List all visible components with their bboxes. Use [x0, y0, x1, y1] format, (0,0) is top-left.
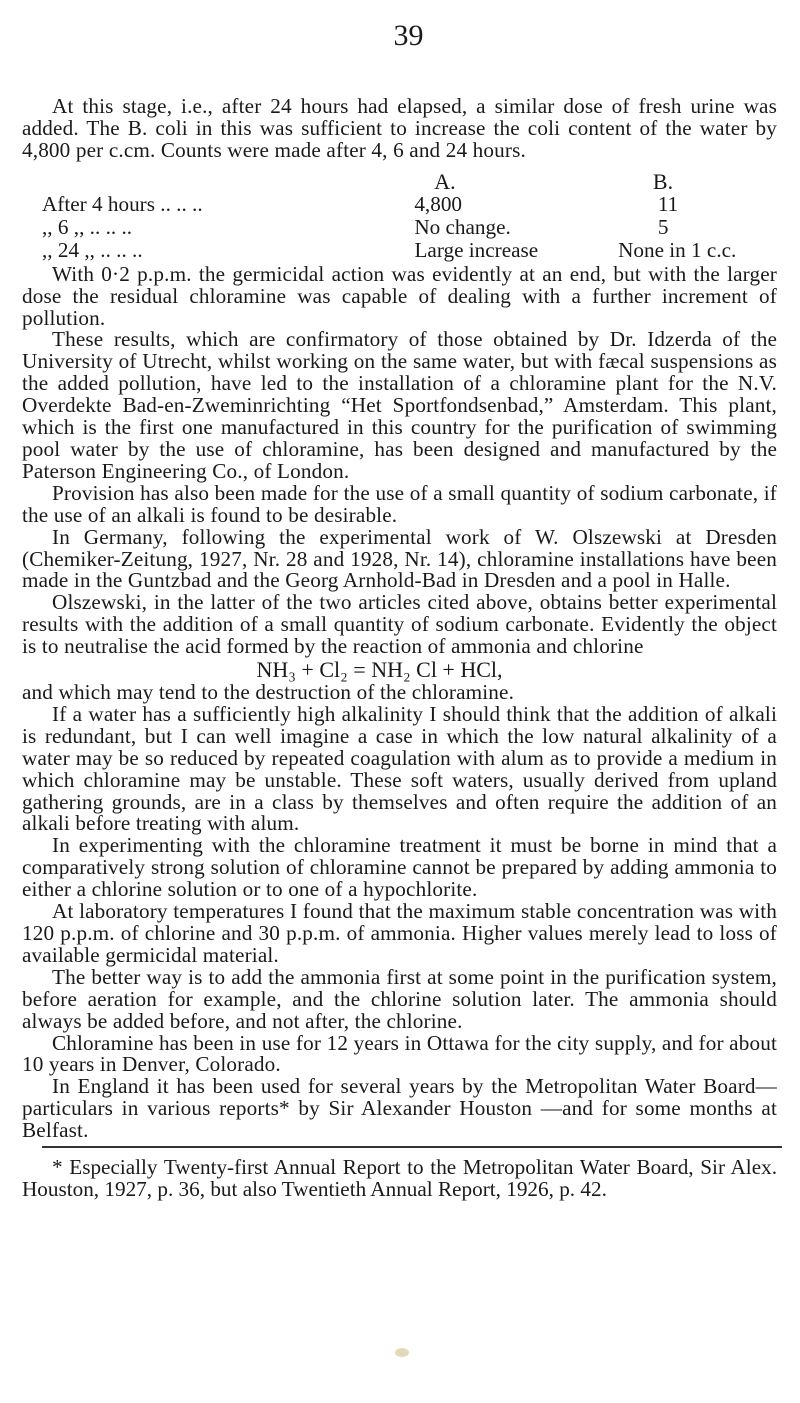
paragraph: Chloramine has been in use for 12 years in Ottawa for the city supply, and for about 10 years in Denver, Colorado.: [22, 1030, 777, 1077]
paragraph: Olszewski, in the latter of the two articles cited above, obtains better experimental results with the addition of a small quantity of sodium carbonate. Evidently the object is to neutralise the acid formed by the reaction of ammonia and chlorine: [22, 590, 777, 659]
table-header-row: [22, 170, 777, 193]
table-cell-b: None in 1 c.c.: [618, 237, 737, 262]
document-page: [22, 18, 777, 1200]
table-cell-a: Large increase: [414, 237, 539, 262]
chemical-equation: NH₃ + Cl₂ = NH₂ Cl + HCl,: [256, 657, 503, 683]
paragraph: In Germany, following the experimental work of W. Olszewski at Dresden (Chemiker-Zeitung, 1927, Nr. 28 and 1928, Nr. 14), chloramine installations have been made in the Guntzbad and the Georg Arnhold-Bad in Dresden and a pool in Halle.: [22, 524, 777, 593]
table-cell-b: 5: [657, 214, 669, 239]
table-cell-a: 4,800: [414, 191, 462, 216]
table-row-label: ,, 6 ,, .. .. ..: [42, 214, 133, 239]
page-number: 39: [393, 19, 424, 52]
paragraph: Provision has also been made for the use of a small quantity of sodium carbonate, if the use of an alkali is found to be desirable.: [22, 480, 777, 527]
footnote: * Especially Twenty-first Annual Report to the Metropolitan Water Board, Sir Alex. Houston, 1927, p. 36, but also Twentieth Annual Report, 1926, p. 42.: [22, 1155, 777, 1202]
smudge-mark-shape: [394, 1347, 410, 1358]
paragraph: The better way is to add the ammonia first at some point in the purification system, before aeration for example, and the chlorine solution later. The ammonia should always be added before, and not after, the chlorine.: [22, 964, 777, 1033]
paragraph: In England it has been used for several years by the Metropolitan Water Board—particulars in various reports* by Sir Alexander Houston —and for some months at Belfast.: [22, 1074, 777, 1143]
table-row-label: After 4 hours .. .. ..: [42, 191, 203, 216]
table-header-a: A.: [434, 168, 456, 194]
smudge-mark-icon: [394, 1347, 410, 1358]
paragraph: In experimenting with the chloramine treatment it must be borne in mind that a comparatively strong solution of chloramine cannot be prepared by adding ammonia to either a chlorine solution or to one of a hypochlorite.: [22, 833, 777, 902]
paragraph: With 0·2 p.p.m. the germicidal action was evidently at an end, but with the larger dose the residual chloramine was capable of dealing with a further increment of pollution.: [22, 261, 777, 330]
table-cell-b: 11: [657, 191, 679, 216]
results-table: [22, 170, 777, 262]
paragraph: These results, which are confirmatory of those obtained by Dr. Idzerda of the University of Utrecht, whilst working on the same water, but with fæcal suspensions as the added pollution, have led to the installation of a chloramine plant for the N.V. Overdekte Bad-en-Zweminrichting “Het Sportfondsenbad,” Amsterdam. This plant, which is the first one manufactured in this country for the purification of swimming pool water by the use of chloramine, has been designed and manufactured by the Paterson Engineering Co., of London.: [22, 327, 777, 483]
footnote-divider: [42, 1146, 782, 1148]
table-header-label: [22, 170, 414, 193]
table-row: [22, 239, 777, 262]
paragraph: and which may tend to the destruction of the chloramine.: [22, 680, 515, 705]
table-row: [22, 216, 777, 239]
paragraph: If a water has a sufficiently high alkalinity I should think that the addition of alkali is redundant, but I can well imagine a case in which the low natural alkalinity of a water may be so reduced by repeated coagulation with alum as to provide a medium in which chloramine may be unstable. These soft waters, usually derived from upland gathering grounds, are in a class by themselves and often require the addition of an alkali before treating with alum.: [22, 701, 777, 836]
table-cell-a: No change.: [414, 214, 511, 239]
table-header-b: B.: [652, 168, 674, 194]
paragraph: At this stage, i.e., after 24 hours had elapsed, a similar dose of fresh urine was added. The B. coli in this was sufficient to increase the coli content of the water by 4,800 per c.cm. Counts were made after 4, 6 and 24 hours.: [22, 94, 777, 162]
table-row-label: ,, 24 ,, .. .. ..: [42, 237, 143, 262]
paragraph: At laboratory temperatures I found that the maximum stable concentration was with 120 p.p.m. of chlorine and 30 p.p.m. of ammonia. Higher values merely lead to loss of available germicidal material.: [22, 899, 777, 967]
table-row: [22, 193, 777, 216]
